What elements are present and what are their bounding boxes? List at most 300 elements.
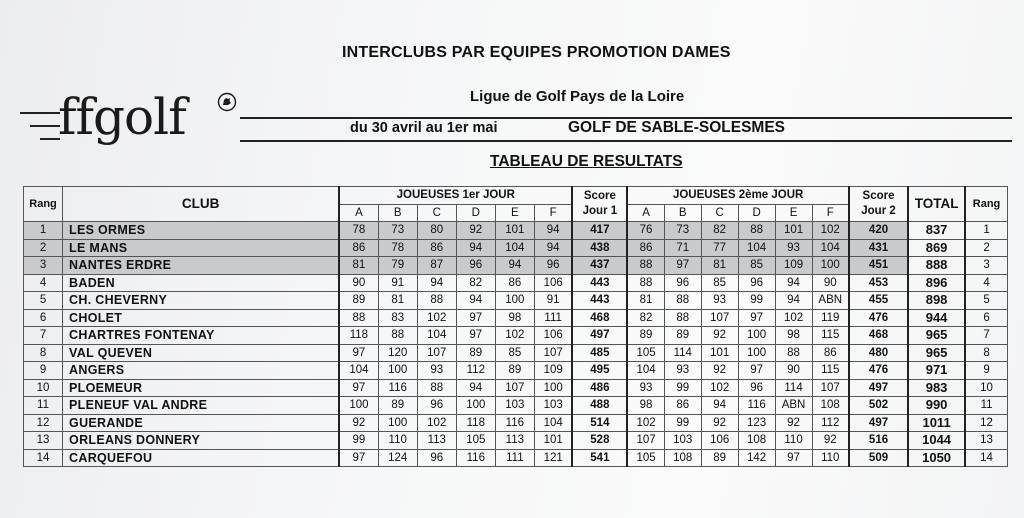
- table-row: [24, 309, 1008, 327]
- day1-score-cell: 101: [534, 432, 572, 450]
- score1-cell: 486: [572, 379, 627, 397]
- day1-score-cell: 100: [495, 292, 534, 310]
- day2-score-cell: 102: [701, 379, 738, 397]
- club-cell: LES ORMES: [63, 222, 340, 240]
- day1-score-cell: 124: [378, 449, 417, 467]
- day1-score-cell: 78: [339, 222, 378, 240]
- day1-score-cell: 94: [495, 257, 534, 275]
- day1-score-cell: 118: [339, 327, 378, 345]
- day1-score-cell: 99: [339, 432, 378, 450]
- day2-score-cell: 77: [701, 239, 738, 257]
- logo-rule-bottom: [40, 138, 60, 140]
- day1-score-cell: 104: [339, 362, 378, 380]
- club-cell: BADEN: [63, 274, 340, 292]
- rank-right-cell: 10: [965, 379, 1007, 397]
- total-header: TOTAL: [908, 187, 965, 222]
- rank-cell: 14: [24, 449, 63, 467]
- total-cell: 944: [908, 309, 965, 327]
- total-cell: 869: [908, 239, 965, 257]
- day1-score-cell: 107: [534, 344, 572, 362]
- day1-score-cell: 102: [417, 309, 456, 327]
- day1-score-cell: 88: [417, 292, 456, 310]
- event-venue: GOLF DE SABLE-SOLESMES: [568, 119, 786, 136]
- club-cell: CHOLET: [63, 309, 340, 327]
- day1-score-cell: 94: [534, 222, 572, 240]
- score2-cell: 453: [849, 274, 908, 292]
- score2-cell: 455: [849, 292, 908, 310]
- score1-cell: 443: [572, 292, 627, 310]
- rank-cell: 10: [24, 379, 63, 397]
- club-cell: CHARTRES FONTENAY: [63, 327, 340, 345]
- day2-score-cell: 86: [812, 344, 849, 362]
- day1-score-cell: 94: [417, 274, 456, 292]
- day1-score-cell: 94: [456, 379, 495, 397]
- rank-cell: 1: [24, 222, 63, 240]
- score2-cell: 431: [849, 239, 908, 257]
- score1-cell: 495: [572, 362, 627, 380]
- day2-score-cell: 102: [812, 222, 849, 240]
- day1-score-cell: 112: [456, 362, 495, 380]
- day1-score-cell: 107: [417, 344, 456, 362]
- day2-score-cell: 97: [664, 257, 701, 275]
- day2-score-cell: 86: [664, 397, 701, 415]
- club-cell: ORLEANS DONNERY: [63, 432, 340, 450]
- total-cell: 990: [908, 397, 965, 415]
- day2-score-cell: 88: [738, 222, 775, 240]
- day2-score-cell: 123: [738, 414, 775, 432]
- table-row: [24, 257, 1008, 275]
- day2-score-cell: 96: [664, 274, 701, 292]
- day1-score-cell: 100: [456, 397, 495, 415]
- score1-cell: 437: [572, 257, 627, 275]
- rank-cell: 3: [24, 257, 63, 275]
- table-row: [24, 222, 1008, 240]
- rank-right-cell: 1: [965, 222, 1007, 240]
- day2-score-cell: 102: [775, 309, 812, 327]
- total-cell: 898: [908, 292, 965, 310]
- day2-score-cell: 93: [664, 362, 701, 380]
- rank-header: Rang: [24, 187, 63, 222]
- day2-score-cell: 93: [701, 292, 738, 310]
- day1-score-cell: 86: [417, 239, 456, 257]
- day1-score-cell: 116: [495, 414, 534, 432]
- day1-score-cell: 88: [417, 379, 456, 397]
- day1-score-cell: 116: [378, 379, 417, 397]
- table-row: [24, 292, 1008, 310]
- day2-score-cell: 92: [701, 362, 738, 380]
- day1-score-cell: 86: [495, 274, 534, 292]
- day2-score-cell: 102: [627, 414, 664, 432]
- day2-score-cell: 100: [738, 327, 775, 345]
- day2-score-cell: 92: [812, 432, 849, 450]
- player-c-header: C: [417, 204, 456, 222]
- day1-score-cell: 98: [495, 309, 534, 327]
- day2-score-cell: ABN: [812, 292, 849, 310]
- day2-score-cell: ABN: [775, 397, 812, 415]
- score1-cell: 485: [572, 344, 627, 362]
- score2-cell: 497: [849, 414, 908, 432]
- table-row: [24, 432, 1008, 450]
- day1-score-cell: 79: [378, 257, 417, 275]
- day1-score-cell: 106: [534, 327, 572, 345]
- score1-cell: 443: [572, 274, 627, 292]
- day1-score-cell: 97: [339, 449, 378, 467]
- club-cell: NANTES ERDRE: [63, 257, 340, 275]
- rank-right-cell: 7: [965, 327, 1007, 345]
- header-rule-bottom: [240, 140, 1012, 142]
- player-d-header: D: [456, 204, 495, 222]
- day2-score-cell: 88: [775, 344, 812, 362]
- day1-score-cell: 81: [378, 292, 417, 310]
- score2-cell: 420: [849, 222, 908, 240]
- day1-score-cell: 104: [534, 414, 572, 432]
- club-cell: CH. CHEVERNY: [63, 292, 340, 310]
- day1-score-cell: 78: [378, 239, 417, 257]
- table-row: [24, 274, 1008, 292]
- score1-cell: 497: [572, 327, 627, 345]
- day2-score-cell: 110: [812, 449, 849, 467]
- day2-score-cell: 92: [775, 414, 812, 432]
- day1-score-cell: 91: [378, 274, 417, 292]
- day1-score-cell: 97: [456, 309, 495, 327]
- player-b2-header: B: [664, 204, 701, 222]
- day2-score-cell: 100: [738, 344, 775, 362]
- score2-cell: 476: [849, 309, 908, 327]
- day1-score-cell: 105: [456, 432, 495, 450]
- day1-score-cell: 109: [534, 362, 572, 380]
- day1-score-cell: 103: [495, 397, 534, 415]
- day1-score-cell: 96: [417, 449, 456, 467]
- day1-score-cell: 100: [339, 397, 378, 415]
- day1-score-cell: 91: [534, 292, 572, 310]
- day1-score-cell: 116: [456, 449, 495, 467]
- club-cell: CARQUEFOU: [63, 449, 340, 467]
- rank-right-cell: 9: [965, 362, 1007, 380]
- day1-score-cell: 118: [456, 414, 495, 432]
- total-cell: 965: [908, 327, 965, 345]
- rank-right-cell: 11: [965, 397, 1007, 415]
- day2-score-cell: 103: [664, 432, 701, 450]
- day1-score-cell: 92: [456, 222, 495, 240]
- player-a2-header: A: [627, 204, 664, 222]
- score1-cell: 468: [572, 309, 627, 327]
- player-e-header: E: [495, 204, 534, 222]
- day1-header: JOUEUSES 1er JOUR: [339, 187, 572, 205]
- club-cell: ANGERS: [63, 362, 340, 380]
- club-cell: VAL QUEVEN: [63, 344, 340, 362]
- day2-score-cell: 85: [701, 274, 738, 292]
- day2-score-cell: 86: [627, 239, 664, 257]
- day2-score-cell: 99: [664, 379, 701, 397]
- day2-score-cell: 104: [627, 362, 664, 380]
- day2-score-cell: 98: [775, 327, 812, 345]
- score2-cell: 509: [849, 449, 908, 467]
- day2-score-cell: 82: [701, 222, 738, 240]
- score1-cell: 528: [572, 432, 627, 450]
- day2-score-cell: 107: [701, 309, 738, 327]
- day2-score-cell: 142: [738, 449, 775, 467]
- rank-right-cell: 13: [965, 432, 1007, 450]
- score2-cell: 451: [849, 257, 908, 275]
- day1-score-cell: 86: [339, 239, 378, 257]
- day1-score-cell: 90: [339, 274, 378, 292]
- day2-score-cell: 104: [812, 239, 849, 257]
- rank-cell: 8: [24, 344, 63, 362]
- rank-cell: 13: [24, 432, 63, 450]
- rooster-icon: [217, 92, 237, 112]
- document-title: INTERCLUBS PAR EQUIPES PROMOTION DAMES: [342, 44, 731, 61]
- day2-score-cell: 93: [627, 379, 664, 397]
- day2-score-cell: 108: [664, 449, 701, 467]
- results-heading: TABLEAU DE RESULTATS: [490, 153, 683, 170]
- total-cell: 837: [908, 222, 965, 240]
- score2-cell: 468: [849, 327, 908, 345]
- day1-score-cell: 110: [378, 432, 417, 450]
- day2-score-cell: 89: [701, 449, 738, 467]
- score2-cell: 480: [849, 344, 908, 362]
- player-f2-header: F: [812, 204, 849, 222]
- rank-right-cell: 5: [965, 292, 1007, 310]
- day1-score-cell: 102: [417, 414, 456, 432]
- day2-score-cell: 107: [627, 432, 664, 450]
- rank-cell: 7: [24, 327, 63, 345]
- day2-score-cell: 88: [627, 274, 664, 292]
- day2-score-cell: 116: [738, 397, 775, 415]
- table-row: [24, 379, 1008, 397]
- score2-header: Score Jour 2: [849, 187, 908, 222]
- day1-score-cell: 89: [456, 344, 495, 362]
- day2-score-cell: 89: [627, 327, 664, 345]
- day2-score-cell: 106: [701, 432, 738, 450]
- club-cell: GUERANDE: [63, 414, 340, 432]
- score2-cell: 497: [849, 379, 908, 397]
- day2-score-cell: 93: [775, 239, 812, 257]
- total-cell: 1050: [908, 449, 965, 467]
- score1-cell: 541: [572, 449, 627, 467]
- day1-score-cell: 113: [417, 432, 456, 450]
- day2-score-cell: 105: [627, 344, 664, 362]
- rank-cell: 11: [24, 397, 63, 415]
- day1-score-cell: 73: [378, 222, 417, 240]
- table-row: [24, 344, 1008, 362]
- day1-score-cell: 85: [495, 344, 534, 362]
- player-d2-header: D: [738, 204, 775, 222]
- table-row: [24, 239, 1008, 257]
- player-a-header: A: [339, 204, 378, 222]
- score1-header: Score Jour 1: [572, 187, 627, 222]
- day2-score-cell: 88: [664, 292, 701, 310]
- rank-cell: 2: [24, 239, 63, 257]
- score2-cell: 516: [849, 432, 908, 450]
- total-cell: 1011: [908, 414, 965, 432]
- rank-right-cell: 2: [965, 239, 1007, 257]
- club-cell: PLENEUF VAL ANDRE: [63, 397, 340, 415]
- day1-score-cell: 88: [378, 327, 417, 345]
- rank-cell: 5: [24, 292, 63, 310]
- day1-score-cell: 97: [339, 379, 378, 397]
- day2-score-cell: 101: [775, 222, 812, 240]
- day1-score-cell: 103: [534, 397, 572, 415]
- results-table: [23, 186, 1008, 467]
- player-f-header: F: [534, 204, 572, 222]
- day1-score-cell: 87: [417, 257, 456, 275]
- day2-score-cell: 98: [627, 397, 664, 415]
- day2-score-cell: 90: [812, 274, 849, 292]
- day2-score-cell: 110: [775, 432, 812, 450]
- rank-right-cell: 8: [965, 344, 1007, 362]
- day1-score-cell: 83: [378, 309, 417, 327]
- day2-score-cell: 88: [664, 309, 701, 327]
- table-row: [24, 449, 1008, 467]
- day1-score-cell: 82: [456, 274, 495, 292]
- club-cell: LE MANS: [63, 239, 340, 257]
- day1-score-cell: 113: [495, 432, 534, 450]
- day1-score-cell: 89: [378, 397, 417, 415]
- logo-rule-top: [20, 112, 60, 114]
- day1-score-cell: 93: [417, 362, 456, 380]
- day2-score-cell: 99: [738, 292, 775, 310]
- day2-score-cell: 115: [812, 362, 849, 380]
- day1-score-cell: 107: [495, 379, 534, 397]
- day2-score-cell: 109: [775, 257, 812, 275]
- day1-score-cell: 106: [534, 274, 572, 292]
- day2-score-cell: 96: [738, 274, 775, 292]
- day1-score-cell: 94: [534, 239, 572, 257]
- rank-right-cell: 4: [965, 274, 1007, 292]
- day1-score-cell: 94: [456, 292, 495, 310]
- day2-header: JOUEUSES 2ème JOUR: [627, 187, 849, 205]
- total-cell: 971: [908, 362, 965, 380]
- day2-score-cell: 82: [627, 309, 664, 327]
- player-b-header: B: [378, 204, 417, 222]
- score1-cell: 438: [572, 239, 627, 257]
- day2-score-cell: 108: [812, 397, 849, 415]
- day1-score-cell: 100: [378, 362, 417, 380]
- day2-score-cell: 94: [701, 397, 738, 415]
- rank-right-cell: 14: [965, 449, 1007, 467]
- day1-score-cell: 89: [495, 362, 534, 380]
- table-row: [24, 414, 1008, 432]
- results-body: [24, 222, 1008, 467]
- rank-cell: 6: [24, 309, 63, 327]
- day1-score-cell: 97: [456, 327, 495, 345]
- day1-score-cell: 100: [534, 379, 572, 397]
- day1-score-cell: 94: [456, 239, 495, 257]
- player-c2-header: C: [701, 204, 738, 222]
- score1-cell: 417: [572, 222, 627, 240]
- rank-right-cell: 6: [965, 309, 1007, 327]
- day2-score-cell: 92: [701, 327, 738, 345]
- day1-score-cell: 121: [534, 449, 572, 467]
- day1-score-cell: 104: [495, 239, 534, 257]
- score1-cell: 514: [572, 414, 627, 432]
- day1-score-cell: 111: [534, 309, 572, 327]
- day1-score-cell: 89: [339, 292, 378, 310]
- rank-cell: 12: [24, 414, 63, 432]
- rank-cell: 4: [24, 274, 63, 292]
- rank-right-cell: 12: [965, 414, 1007, 432]
- total-cell: 888: [908, 257, 965, 275]
- day1-score-cell: 81: [339, 257, 378, 275]
- day2-score-cell: 97: [738, 309, 775, 327]
- table-row: [24, 327, 1008, 345]
- day2-score-cell: 114: [664, 344, 701, 362]
- club-header: CLUB: [63, 187, 340, 222]
- rank-cell: 9: [24, 362, 63, 380]
- rank-right-header: Rang: [965, 187, 1007, 222]
- day1-score-cell: 102: [495, 327, 534, 345]
- day2-score-cell: 90: [775, 362, 812, 380]
- day2-score-cell: 85: [738, 257, 775, 275]
- day1-score-cell: 88: [339, 309, 378, 327]
- day1-score-cell: 111: [495, 449, 534, 467]
- day2-score-cell: 88: [627, 257, 664, 275]
- day2-score-cell: 99: [664, 414, 701, 432]
- day2-score-cell: 71: [664, 239, 701, 257]
- day2-score-cell: 94: [775, 292, 812, 310]
- table-row: [24, 397, 1008, 415]
- day1-score-cell: 97: [339, 344, 378, 362]
- score2-cell: 476: [849, 362, 908, 380]
- day1-score-cell: 101: [495, 222, 534, 240]
- day2-score-cell: 119: [812, 309, 849, 327]
- day1-score-cell: 80: [417, 222, 456, 240]
- day1-score-cell: 120: [378, 344, 417, 362]
- rank-right-cell: 3: [965, 257, 1007, 275]
- table-row: [24, 362, 1008, 380]
- day1-score-cell: 96: [456, 257, 495, 275]
- league-name: Ligue de Golf Pays de la Loire: [470, 88, 685, 105]
- table-header-row: [24, 187, 1008, 205]
- header-rule-top: [240, 117, 1012, 119]
- total-cell: 965: [908, 344, 965, 362]
- day2-score-cell: 112: [812, 414, 849, 432]
- ffgolf-logo: ffgolf: [58, 88, 186, 146]
- day2-score-cell: 97: [738, 362, 775, 380]
- player-e2-header: E: [775, 204, 812, 222]
- day2-score-cell: 115: [812, 327, 849, 345]
- day2-score-cell: 97: [775, 449, 812, 467]
- day2-score-cell: 73: [664, 222, 701, 240]
- day2-score-cell: 89: [664, 327, 701, 345]
- day2-score-cell: 96: [738, 379, 775, 397]
- day1-score-cell: 96: [534, 257, 572, 275]
- event-dates: du 30 avril au 1er mai: [350, 120, 498, 136]
- day2-score-cell: 94: [775, 274, 812, 292]
- club-cell: PLOEMEUR: [63, 379, 340, 397]
- day2-score-cell: 105: [627, 449, 664, 467]
- day1-score-cell: 100: [378, 414, 417, 432]
- day2-score-cell: 101: [701, 344, 738, 362]
- day2-score-cell: 76: [627, 222, 664, 240]
- score1-cell: 488: [572, 397, 627, 415]
- day1-score-cell: 104: [417, 327, 456, 345]
- day2-score-cell: 107: [812, 379, 849, 397]
- total-cell: 983: [908, 379, 965, 397]
- day2-score-cell: 92: [701, 414, 738, 432]
- total-cell: 1044: [908, 432, 965, 450]
- logo-rule-mid: [30, 125, 60, 127]
- day2-score-cell: 114: [775, 379, 812, 397]
- day2-score-cell: 100: [812, 257, 849, 275]
- day2-score-cell: 104: [738, 239, 775, 257]
- score2-cell: 502: [849, 397, 908, 415]
- day2-score-cell: 81: [627, 292, 664, 310]
- day1-score-cell: 92: [339, 414, 378, 432]
- day2-score-cell: 81: [701, 257, 738, 275]
- day1-score-cell: 96: [417, 397, 456, 415]
- day2-score-cell: 108: [738, 432, 775, 450]
